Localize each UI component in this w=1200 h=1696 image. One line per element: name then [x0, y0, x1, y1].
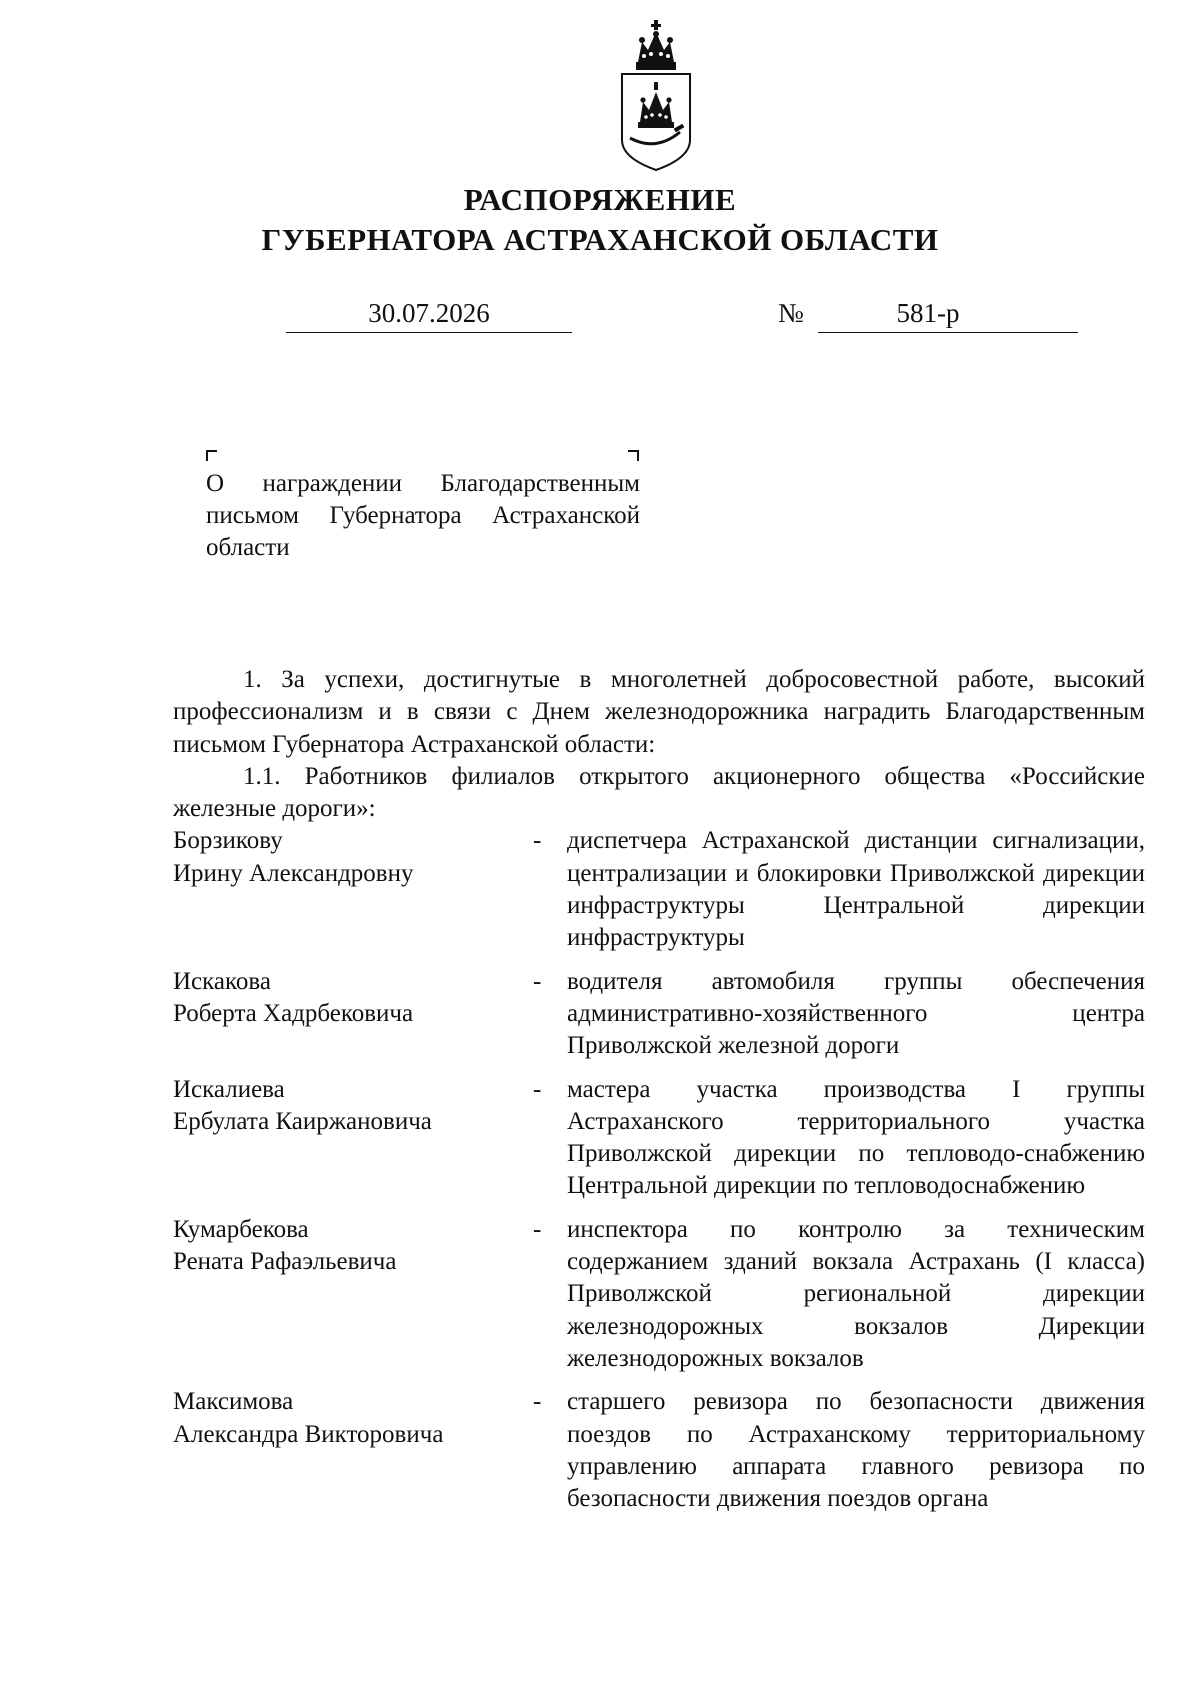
awardee-dash: - — [533, 1075, 542, 1103]
number-label: № — [778, 298, 804, 328]
awardee-dash: - — [533, 1388, 542, 1416]
paragraph-1: 1. За успехи, достигнутые в многолетней добросовестной работе, высокий профессионализм и в связи с Днем железнодорожника наградить Благодарственным письмом Губернатора Астраханской области: — [173, 666, 1145, 758]
awardee-surname: Искакова — [173, 967, 271, 995]
paragraph-1-1: 1.1. Работников филиалов открытого акционерного общества «Российские железные дороги»: — [173, 762, 1145, 823]
subject-corner-right — [628, 450, 639, 461]
document-body — [173, 664, 1145, 1526]
awardee-given-name: Александра Викторовича — [173, 1420, 444, 1448]
document-date: 30.07.2026 — [286, 298, 572, 333]
awardee-given-name: Ербулата Каиржановича — [173, 1107, 432, 1135]
document-number: 581-р — [896, 298, 960, 328]
awardee-position: инспектора по контролю за техническим содержанием зданий вокзала Астрахань (I класса) Приволжской региональной дирекции железнодорожных вокзалов Дирекции железнодорожных вокзалов — [567, 1215, 1145, 1372]
awardee-row — [173, 1214, 1145, 1375]
issuer-title: ГУБЕРНАТОРА АСТРАХАНСКОЙ ОБЛАСТИ — [261, 222, 939, 257]
subject-corner-left — [206, 450, 217, 461]
awardee-list — [173, 825, 1145, 1515]
awardee-name — [173, 1214, 533, 1375]
awardee-given-name: Ирину Александровну — [173, 859, 414, 887]
awardee-row — [173, 1074, 1145, 1203]
document-subject: О награждении Благодарственным письмом Губернатора Астраханской области — [206, 470, 640, 561]
awardee-name — [173, 966, 533, 1063]
document-type-title: РАСПОРЯЖЕНИЕ — [463, 182, 737, 217]
awardee-position: водителя автомобиля группы обеспечения административно-хозяйственного центра Приволжской железной дороги — [567, 967, 1145, 1060]
awardee-name — [173, 825, 533, 954]
awardee-surname: Кумарбекова — [173, 1215, 309, 1243]
awardee-name — [173, 1074, 533, 1203]
awardee-dash: - — [533, 1215, 542, 1243]
awardee-position: мастера участка производства I группы Астраханского территориального участка Приволжской дирекции по тепловодо-снабжению Центральной дирекции по тепловодоснабжению — [567, 1075, 1145, 1200]
awardee-given-name: Рената Рафаэльевича — [173, 1248, 397, 1276]
awardee-surname: Искалиева — [173, 1075, 285, 1103]
awardee-row — [173, 966, 1145, 1063]
awardee-surname: Борзикову — [173, 827, 283, 855]
awardee-given-name: Роберта Хадрбековича — [173, 999, 414, 1027]
awardee-position: старшего ревизора по безопасности движения поездов по Астраханскому территориальному управлению аппарата главного ревизора по безопасности движения поездов органа — [567, 1388, 1145, 1513]
awardee-surname: Максимова — [173, 1388, 294, 1416]
awardee-dash: - — [533, 827, 542, 855]
awardee-position: диспетчера Астраханской дистанции сигнализации, централизации и блокировки Приволжской дирекции инфраструктуры Центральной дирекции инфраструктуры — [567, 827, 1145, 952]
awardee-row — [173, 825, 1145, 954]
awardee-dash: - — [533, 967, 542, 995]
awardee-row — [173, 1386, 1145, 1515]
awardee-name — [173, 1386, 533, 1515]
document-number-field — [818, 298, 1078, 333]
astrakhan-coat-of-arms-icon — [618, 20, 694, 172]
